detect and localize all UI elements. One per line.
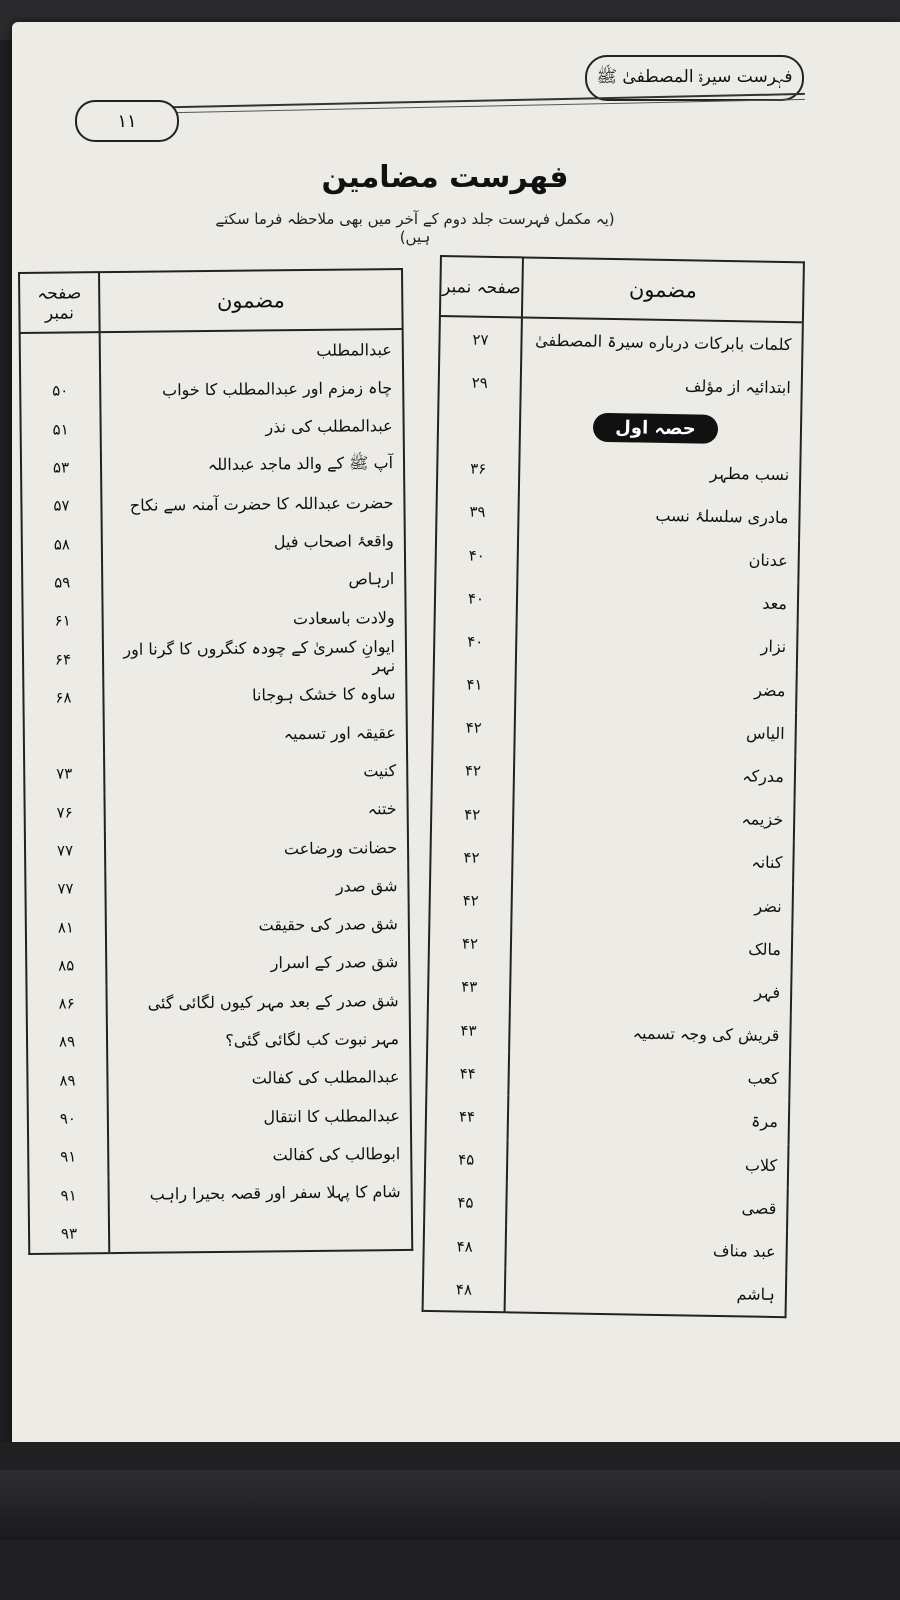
toc-row (424, 1181, 788, 1231)
toc-page-number: ۹۳ (29, 1214, 109, 1254)
toc-row (25, 866, 408, 908)
toc-page-number: ۴۸ (423, 1224, 506, 1269)
toc-row (438, 403, 802, 453)
toc-row (20, 368, 403, 410)
toc-row (29, 1211, 412, 1254)
toc-row (23, 675, 406, 717)
toc-subject: کلاب (744, 1155, 778, 1175)
toc-subject: حضانت ورضاعت (283, 837, 398, 858)
toc-subject: ہاشم (736, 1284, 776, 1305)
toc-page-number: ۴۰ (435, 576, 518, 621)
page-number-text: ۱۱ (117, 110, 137, 132)
toc-subject (109, 1211, 412, 1253)
toc-subject: فہر (754, 982, 781, 1002)
toc-subject: حضرت عبداللہ کا حضرت آمنہ سے نکاح (129, 492, 394, 515)
toc-subject: ولادت باسعادت (292, 607, 395, 628)
toc-table-left (18, 268, 413, 1255)
toc-subject: مالک (748, 939, 782, 959)
toc-row (432, 706, 796, 756)
toc-row (20, 407, 403, 449)
toc-page-number: ۷۶ (24, 793, 104, 832)
toc-subject: عبدالمطلب کی کفالت (251, 1067, 400, 1088)
toc-row (427, 1008, 791, 1058)
toc-row (435, 576, 799, 626)
toc-subject: قریش کی وجہ تسمیہ (632, 1023, 780, 1046)
toc-page-number: ۸۶ (26, 984, 106, 1023)
toc-subject: عبد مناف (712, 1240, 776, 1262)
toc-page-number: ۴۲ (429, 878, 512, 923)
toc-subject: شق صدر (335, 875, 398, 896)
toc-page-number: ۴۳ (427, 1008, 510, 1053)
toc-row (429, 878, 793, 928)
toc-subject: کعب (747, 1068, 779, 1089)
toc-page-number: ۸۹ (27, 1061, 107, 1100)
toc-page-number (438, 403, 521, 448)
toc-subject: واقعۂ اصحاب فیل (273, 531, 394, 552)
page-column-header: صفحہ نمبر (440, 256, 523, 317)
toc-subject: معد (762, 593, 788, 614)
toc-subject: مادری سلسلۂ نسب (655, 505, 789, 527)
toc-row (432, 749, 796, 799)
toc-subject: ارہاص (348, 569, 395, 589)
toc-page-number: ۴۵ (424, 1181, 507, 1226)
toc-row (428, 965, 792, 1015)
toc-subject: نضر (754, 896, 782, 916)
toc-page-number: ۴۲ (431, 792, 514, 837)
toc-page-number: ۵۳ (21, 448, 101, 487)
toc-row (26, 943, 409, 985)
toc-subject: ابوطالب کی کفالت (272, 1143, 401, 1165)
toc-page-number: ۹۱ (28, 1137, 108, 1176)
toc-page-number: ۹۰ (28, 1099, 108, 1138)
toc-page-number: ۴۸ (423, 1267, 506, 1313)
section-heading-cell (520, 405, 802, 453)
toc-row (426, 1051, 790, 1101)
toc-row (23, 636, 406, 678)
toc-page-number: ۲۹ (438, 360, 521, 405)
toc-page-number: ۸۱ (26, 908, 106, 947)
toc-subject: عقیقہ اور تسمیہ (283, 722, 396, 743)
toc-page-number: ۳۹ (436, 490, 519, 535)
subject-column-header: مضمون (522, 257, 804, 322)
toc-row (423, 1224, 787, 1274)
toc-row (434, 619, 798, 669)
toc-row (426, 1094, 790, 1144)
toc-page-number: ۷۳ (24, 754, 104, 793)
toc-subject: ختنہ (367, 799, 397, 819)
toc-row (438, 360, 802, 410)
toc-page-number: ۵۷ (21, 486, 101, 525)
toc-page-number: ۳۶ (437, 447, 520, 492)
toc-row (26, 981, 409, 1023)
toc-row (21, 483, 404, 525)
toc-subject: عبدالمطلب (316, 339, 392, 360)
toc-page-number: ۴۵ (425, 1137, 508, 1182)
page-column-header: صفحہ نمبر (19, 272, 100, 333)
toc-row (21, 445, 404, 487)
page-subtitle: (یہ مکمل فہرست جلد دوم کے آخر میں بھی ملاحظہ فرما سکتے ہیں) (215, 210, 615, 246)
toc-page-number (20, 332, 100, 372)
toc-row (429, 922, 793, 972)
toc-subject: مہر نبوت کب لگائی گئی؟ (225, 1029, 400, 1050)
toc-subject: شق صدر کے اسرار (270, 952, 399, 973)
toc-page-number: ۵۰ (20, 371, 100, 410)
toc-subject: آپ ﷺ کے والد ماجد عبداللہ (207, 452, 394, 474)
toc-page-number: ۵۸ (22, 525, 102, 564)
toc-page-number: ۴۲ (432, 706, 515, 751)
toc-row (435, 533, 799, 583)
toc-subject: نسب مطہر (709, 463, 790, 484)
toc-page-number: ۴۳ (428, 965, 511, 1010)
toc-page-number: ۸۹ (27, 1022, 107, 1061)
toc-page-number: ۹۱ (28, 1176, 108, 1215)
toc-row (22, 598, 405, 640)
toc-row (425, 1137, 789, 1187)
toc-row (27, 1058, 410, 1100)
toc-row (433, 662, 797, 712)
toc-row (22, 521, 405, 563)
toc-subject: مضر (754, 680, 786, 700)
page-title: فهرست مضامين (321, 160, 569, 195)
toc-row (24, 713, 407, 755)
toc-subject: ساوہ کا خشک ہوجانا (251, 684, 396, 705)
toc-page-number: ۸۵ (26, 946, 106, 985)
toc-page-number: ۵۹ (22, 563, 102, 602)
toc-subject: ایوانِ کسریٰ کے چودہ کنگروں کا گرنا اور نہر (123, 636, 396, 675)
toc-subject: کنیت (363, 760, 397, 781)
toc-row (437, 447, 801, 497)
toc-subject: مرۃ (750, 1112, 779, 1132)
toc-page-number: ۶۱ (22, 601, 102, 640)
toc-page-number: ۷۷ (25, 831, 105, 870)
toc-subject: عبدالمطلب کا انتقال (263, 1105, 400, 1127)
toc-row (439, 316, 803, 367)
toc-row (27, 1019, 410, 1061)
toc-row (28, 1096, 411, 1138)
toc-page-number: ۴۱ (433, 662, 516, 707)
toc-page-number: ۴۴ (426, 1094, 509, 1139)
toc-row (22, 560, 405, 602)
toc-row (20, 329, 403, 372)
toc-row (430, 835, 794, 885)
toc-subject: مدرکہ (742, 766, 785, 787)
subject-column-header: مضمون (99, 269, 403, 332)
toc-page-number: ۴۰ (434, 619, 517, 664)
toc-row (431, 792, 795, 842)
toc-page-number: ۴۲ (430, 835, 513, 880)
page-number (75, 100, 179, 142)
toc-page-number: ۷۷ (25, 869, 105, 908)
toc-subject: عبدالمطلب کی نذر (265, 416, 393, 437)
toc-page-number: ۴۲ (429, 922, 512, 967)
toc-subject: شام کا پہلا سفر اور قصہ بحیرا راہب (149, 1182, 401, 1204)
toc-subject: ابتدائیہ از مؤلف (684, 376, 791, 398)
toc-row (26, 904, 409, 946)
section-badge: حصہ اول (593, 413, 718, 444)
toc-subject: خزیمہ (741, 809, 784, 830)
toc-row (24, 751, 407, 793)
toc-page-number: ۴۴ (426, 1051, 509, 1096)
toc-page-number: ۵۱ (20, 410, 100, 449)
bottom-cloth (0, 1470, 900, 1540)
toc-subject: نزار (760, 637, 787, 657)
toc-row (436, 490, 800, 540)
toc-row (423, 1267, 787, 1318)
toc-page-number: ۴۲ (432, 749, 515, 794)
toc-subject: شق صدر کے بعد مہر کیوں لگائی گئی (147, 990, 399, 1013)
toc-row (25, 828, 408, 870)
toc-page-number: ۶۴ (23, 640, 103, 679)
toc-page-number: ۶۸ (23, 678, 103, 717)
toc-table-right (422, 255, 805, 1319)
toc-subject: شق صدر کی حقیقت (258, 914, 398, 935)
toc-page-number (24, 716, 104, 755)
toc-row (28, 1172, 411, 1214)
running-header-text: فہرست سیرۃ المصطفیٰ ﷺ (596, 66, 793, 87)
toc-row (24, 790, 407, 832)
toc-subject: کلمات بابرکات درباره سیرۃ المصطفیٰ (535, 330, 792, 355)
toc-page-number: ۴۰ (435, 533, 518, 578)
toc-subject: چاہ زمزم اور عبدالمطلب کا خواب (162, 378, 393, 400)
toc-subject: کنانہ (751, 852, 783, 873)
toc-row (28, 1134, 411, 1176)
toc-page-number: ۲۷ (439, 316, 522, 362)
toc-subject: عدنان (748, 550, 788, 571)
toc-subject: قصی (741, 1198, 777, 1218)
toc-subject: الیاس (745, 723, 785, 743)
